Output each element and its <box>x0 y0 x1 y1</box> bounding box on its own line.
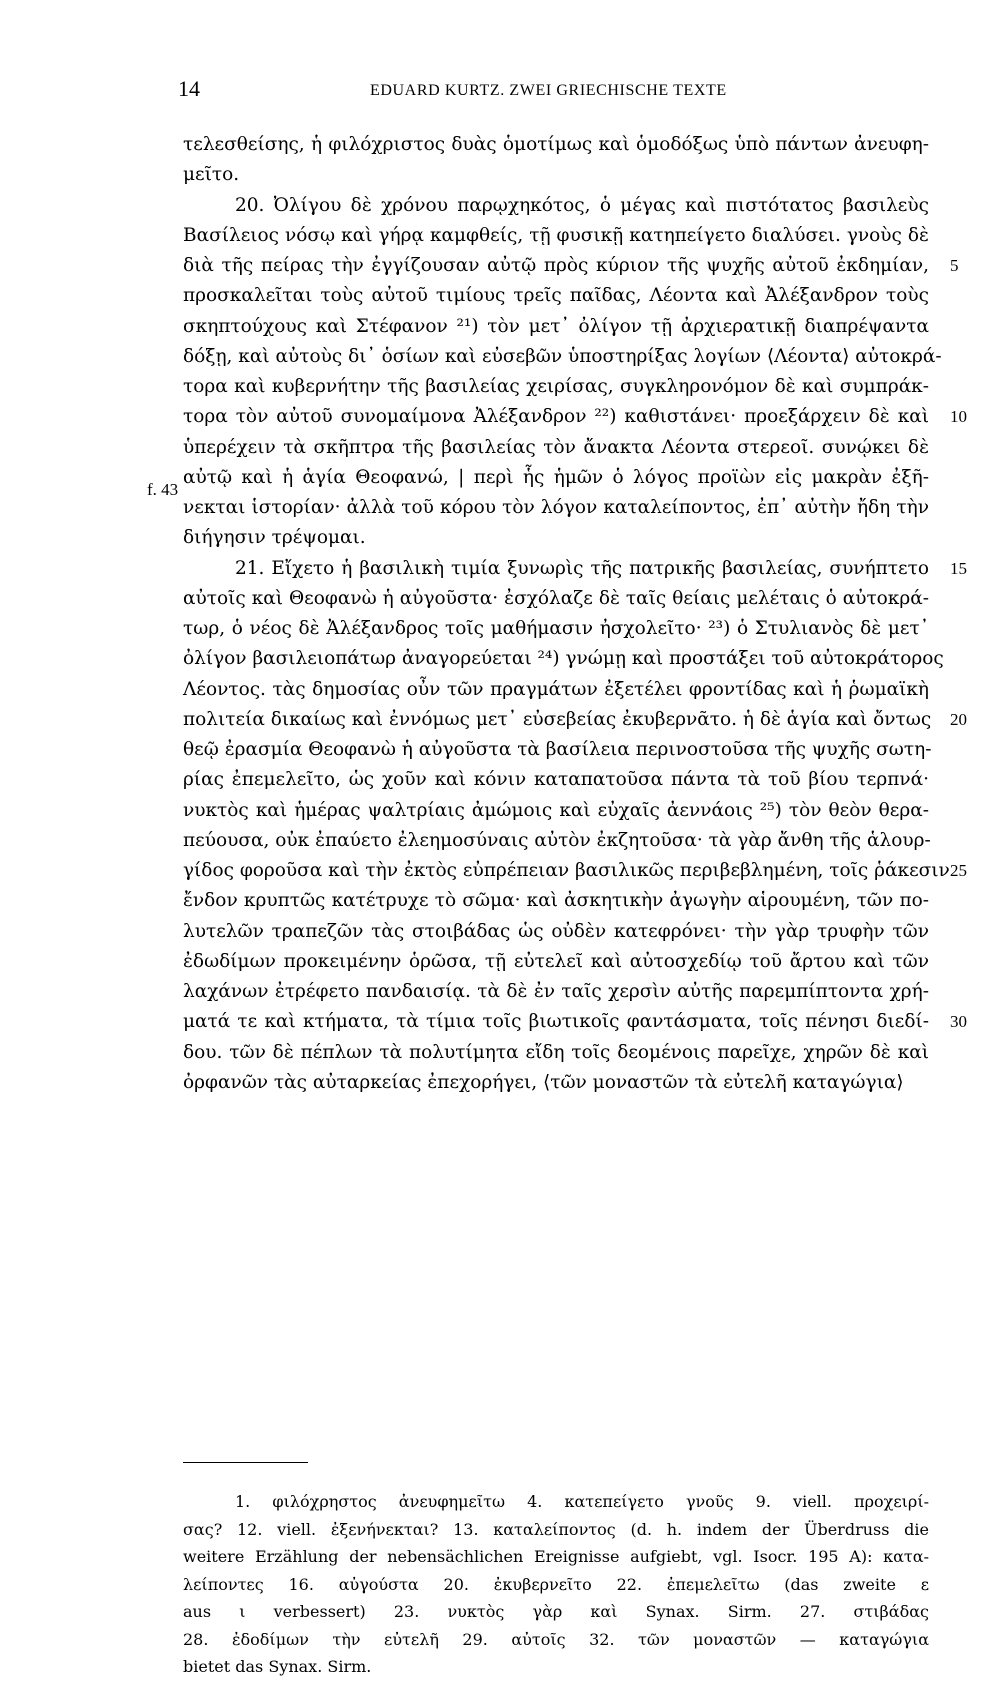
apparatus-line: weitere Erzählung der nebensächlichen Ereignisse aufgiebt, vgl. Isocr. 195 A): κατα- <box>183 1547 929 1566</box>
line-number: 20 <box>950 710 967 729</box>
text-line: 20. Ὀλίγου δὲ χρόνου παρῳχηκότος, ὁ μέγας καὶ πιστότατος βασιλεὺς <box>235 195 929 216</box>
line-number: 10 <box>950 407 967 426</box>
text-line: νυκτὸς καὶ ἡμέρας ψαλτρίαις ἀμώμοις καὶ εὐχαῖς ἀεννάοις ²⁵) τὸν θεὸν θερα- <box>183 800 929 821</box>
text-line: ἐδωδίμων προκειμένην ὁρῶσα, τῇ εὐτελεῖ καὶ αὐτοσχεδίῳ τοῦ ἄρτου καὶ τῶν <box>183 951 929 972</box>
text-line: διήγησιν τρέψομαι. <box>183 527 366 548</box>
text-line: διὰ τῆς πείρας τὴν ἐγγίζουσαν αὐτῷ πρὸς κύριον τῆς ψυχῆς αὐτοῦ ἐκδημίαν, <box>183 255 929 276</box>
text-line: 21. Εἴχετο ἡ βασιλικὴ τιμία ξυνωρὶς τῆς πατρικῆς βασιλείας, συνήπτετο <box>235 558 929 579</box>
text-line: ρίας ἐπεμελεῖτο, ὡς χοῦν καὶ κόνιν καταπατοῦσα πάντα τὰ τοῦ βίου τερπνά· <box>183 769 929 790</box>
apparatus-line: σας? 12. viell. ἐξενήνεκται? 13. καταλείποντος (d. h. indem der Überdruss die <box>183 1520 929 1539</box>
text-line: τορα καὶ κυβερνήτην τῆς βασιλείας χειρίσας, συγκληρονόμον δὲ καὶ συμπράκ- <box>183 376 929 397</box>
text-line: πεύουσα, οὐκ ἐπαύετο ἐλεημοσύναις αὐτὸν ἐκζητοῦσα· τὰ γὰρ ἄνθη τῆς ἁλουρ- <box>183 830 931 851</box>
text-line: προσκαλεῖται τοὺς αὐτοῦ τιμίους τρεῖς παῖδας, Λέοντα καὶ Ἀλέξανδρον τοὺς <box>183 285 929 306</box>
text-line: Βασίλειος νόσῳ καὶ γήρᾳ καμφθείς, τῇ φυσικῇ κατηπείγετο διαλύσει. γνοὺς δὲ <box>183 225 929 246</box>
text-line: ματά τε καὶ κτήματα, τὰ τίμια τοῖς βιωτικοῖς φαντάσματα, τοῖς πένησι διεδί- <box>183 1011 929 1032</box>
text-line: ἔνδον κρυπτῶς κατέτρυχε τὸ σῶμα· καὶ ἀσκητικὴν ἀγωγὴν αἱρουμένη, τῶν πο- <box>183 890 929 911</box>
text-line: ὀρφανῶν τὰς αὐταρκείας ἐπεχορήγει, ⟨τῶν μοναστῶν τὰ εὐτελῆ καταγώγια⟩ <box>183 1072 904 1093</box>
text-line: πολιτεία δικαίως καὶ ἐννόμως μετ᾽ εὐσεβείας ἐκυβερνᾶτο. ἡ δὲ ἁγία καὶ ὄντως <box>183 709 932 730</box>
line-number: 30 <box>950 1012 967 1031</box>
folio-marker: f. 43 <box>147 480 179 499</box>
apparatus-line: 28. ἐδοδίμων τὴν εὐτελῆ 29. αὐτοῖς 32. τῶν μοναστῶν — καταγώγια <box>183 1630 929 1649</box>
text-line: δου. τῶν δὲ πέπλων τὰ πολυτίμητα εἴδη τοῖς δεομένοις παρεῖχε, χηρῶν δὲ καὶ <box>183 1042 929 1063</box>
text-line: ὑπερέχειν τὰ σκῆπτρα τῆς βασιλείας τὸν ἄνακτα Λέοντα στερεοῖ. συνῴκει δὲ <box>183 437 929 458</box>
page-number: 14 <box>178 76 200 101</box>
text-line: θεῷ ἐρασμία Θεοφανὼ ἡ αὐγοῦστα τὰ βασίλεια περινοστοῦσα τῆς ψυχῆς σωτη- <box>183 739 932 760</box>
text-line: νεκται ἱστορίαν· ἀλλὰ τοῦ κόρου τὸν λόγον καταλείποντος, ἐπ᾽ αὐτὴν ἤδη τὴν <box>183 497 929 518</box>
text-line: τορα τὸν αὐτοῦ συνομαίμονα Ἀλέξανδρον ²²) καθιστάνει· προεξάρχειν δὲ καὶ <box>183 406 929 427</box>
text-line: αὐτοῖς καὶ Θεοφανὼ ἡ αὐγοῦστα· ἐσχόλαζε δὲ ταῖς θείαις μελέταις ὁ αὐτοκρά- <box>183 588 929 609</box>
text-line: Λέοντος. τὰς δημοσίας οὖν τῶν πραγμάτων ἐξετέλει φροντίδας καὶ ἡ ῥωμαϊκὴ <box>183 679 929 700</box>
apparatus-line: bietet das Synax. Sirm. <box>183 1657 372 1676</box>
apparatus-line: 1. φιλόχρηστος ἀνευφημεῖτω 4. κατεπείγετο γνοῦς 9. viell. προχειρί- <box>235 1492 929 1511</box>
running-title: EDUARD KURTZ. ZWEI GRIECHISCHE TEXTE <box>370 82 727 99</box>
text-line: ὀλίγον βασιλειοπάτωρ ἀναγορεύεται ²⁴) γνώμῃ καὶ προστάξει τοῦ αὐτοκράτορος <box>183 648 944 669</box>
apparatus-line: aus ι verbessert) 23. νυκτὸς γὰρ καὶ Synax. Sirm. 27. στιβάδας <box>183 1602 929 1621</box>
line-number: 5 <box>950 256 959 275</box>
apparatus-line: λείποντες 16. αὐγούστα 20. ἐκυβερνεῖτο 22. ἐπεμελεῖτω (das zweite ε <box>183 1575 929 1594</box>
text-line: μεῖτο. <box>183 164 240 185</box>
text-line: τωρ, ὁ νέος δὲ Ἀλέξανδρος τοῖς μαθήμασιν ἠσχολεῖτο· ²³) ὁ Στυλιανὸς δὲ μετ᾽ <box>183 618 929 639</box>
text-line: δόξῃ, καὶ αὐτοὺς δι᾽ ὁσίων καὶ εὐσεβῶν ὑποστηρίξας λογίων ⟨Λέοντα⟩ αὐτοκρά- <box>183 346 942 367</box>
text-line: γίδος φοροῦσα καὶ τὴν ἐκτὸς εὐπρέπειαν βασιλικῶς περιβεβλημένη, τοῖς ῥάκεσιν <box>183 860 950 881</box>
text-line: σκηπτούχους καὶ Στέφανον ²¹) τὸν μετ᾽ ὀλίγον τῇ ἀρχιερατικῇ διαπρέψαντα <box>183 316 929 337</box>
text-line: αὐτῷ καὶ ἡ ἁγία Θεοφανώ, | περὶ ἧς ἡμῶν ὁ λόγος προϊὼν εἰς μακρὰν ἐξῆ- <box>183 467 929 488</box>
text-line: τελεσθείσης, ἡ φιλόχριστος δυὰς ὁμοτίμως καὶ ὁμοδόξως ὑπὸ πάντων ἀνευφη- <box>183 134 929 155</box>
line-number: 15 <box>950 559 967 578</box>
footnote-rule <box>183 1462 308 1463</box>
text-line: λυτελῶν τραπεζῶν τὰς στοιβάδας ὡς οὐδὲν κατεφρόνει· τὴν γὰρ τρυφὴν τῶν <box>183 921 929 942</box>
line-number: 25 <box>950 861 967 880</box>
text-line: λαχάνων ἐτρέφετο πανδαισίᾳ. τὰ δὲ ἐν ταῖς χερσὶν αὐτῆς παρεμπίπτοντα χρή- <box>183 981 929 1002</box>
